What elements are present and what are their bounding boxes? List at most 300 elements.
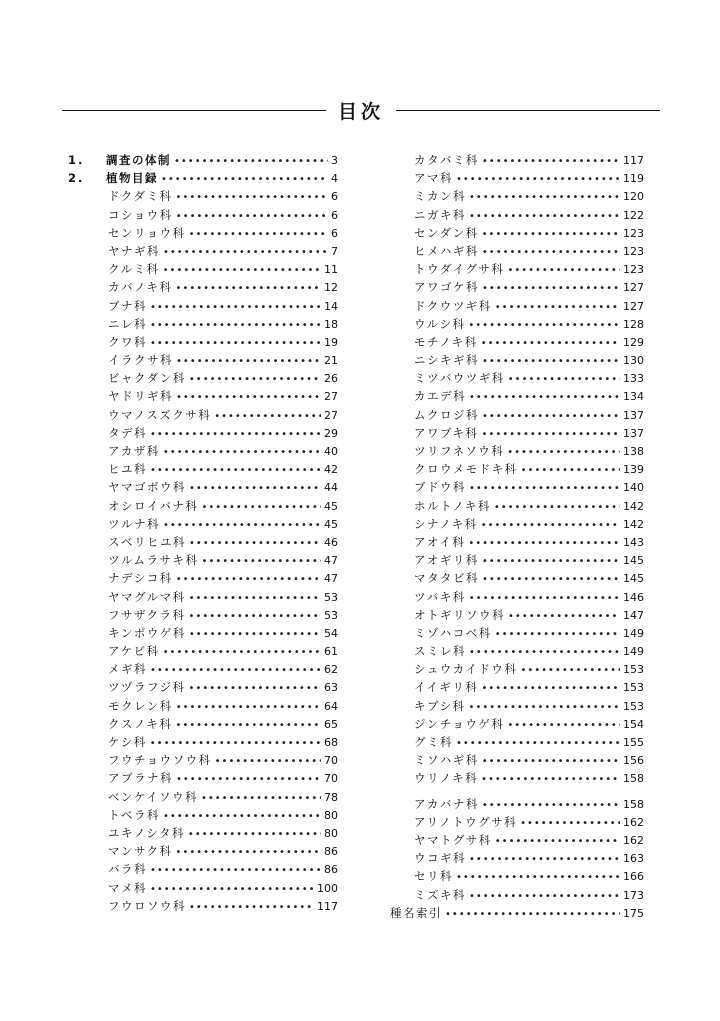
dot-leader xyxy=(469,647,620,658)
toc-entry-label: ヤマゴボウ科 xyxy=(108,480,186,495)
toc-entry-page: 123 xyxy=(623,244,644,258)
dot-leader xyxy=(481,683,620,694)
toc-entry xyxy=(68,188,338,206)
toc-entry xyxy=(68,298,338,316)
toc-entry xyxy=(390,625,644,643)
toc-entry xyxy=(390,643,644,661)
dot-leader xyxy=(176,283,321,294)
dot-leader xyxy=(176,211,328,222)
dot-leader xyxy=(202,556,321,567)
toc-entry xyxy=(68,334,338,352)
toc-entry-page: 120 xyxy=(623,190,644,204)
toc-entry-page: 130 xyxy=(623,354,644,368)
dot-leader xyxy=(456,174,620,185)
toc-entry xyxy=(68,625,338,643)
toc-entry xyxy=(390,661,644,679)
toc-entry-label: フサザクラ科 xyxy=(108,607,186,622)
dot-leader xyxy=(150,320,321,331)
toc-entry-page: 134 xyxy=(623,390,644,404)
toc-entry-page: 147 xyxy=(623,608,644,622)
toc-entry-label: クスノキ科 xyxy=(108,716,173,731)
dot-leader xyxy=(482,356,620,367)
toc-left-column xyxy=(68,152,338,916)
toc-entry-label: ブドウ科 xyxy=(414,480,466,495)
toc-entry-page: 12 xyxy=(324,281,338,295)
toc-entry-page: 158 xyxy=(623,772,644,786)
toc-entry-page: 175 xyxy=(623,906,644,920)
toc-entry xyxy=(390,152,644,170)
toc-entry xyxy=(390,298,644,316)
dot-leader xyxy=(175,720,321,731)
toc-entry xyxy=(390,388,644,406)
toc-entry xyxy=(390,752,644,770)
toc-entry-label: マメ科 xyxy=(108,880,147,895)
dot-leader xyxy=(150,302,321,313)
toc-entry xyxy=(390,607,644,625)
toc-entry-page: 70 xyxy=(324,772,338,786)
dot-leader xyxy=(469,483,620,494)
dot-leader xyxy=(163,520,321,531)
toc-entry-page: 149 xyxy=(623,645,644,659)
toc-entry-page: 26 xyxy=(324,372,338,386)
toc-entry xyxy=(390,225,644,243)
toc-entry-label: クロウメモドキ科 xyxy=(414,462,518,477)
toc-entry-label: ミツバウツギ科 xyxy=(414,371,505,386)
dot-leader xyxy=(174,156,328,167)
toc-entry xyxy=(390,516,644,534)
toc-entry-page: 78 xyxy=(324,790,338,804)
toc-entry xyxy=(390,352,644,370)
toc-entry-page: 54 xyxy=(324,626,338,640)
dot-leader xyxy=(469,593,620,604)
toc-entry-label: セリ科 xyxy=(414,869,453,884)
toc-entry xyxy=(390,770,644,788)
toc-entry xyxy=(390,796,644,814)
toc-entry xyxy=(68,152,338,170)
dot-leader xyxy=(189,683,321,694)
toc-entry-label: ウルシ科 xyxy=(414,316,466,331)
toc-entry-label: 植物目録 xyxy=(106,171,158,186)
toc-entry-page: 153 xyxy=(623,663,644,677)
toc-entry-label: 種名索引 xyxy=(390,905,442,920)
toc-entry-label: ベンケイソウ科 xyxy=(108,789,198,804)
dot-leader xyxy=(189,902,314,913)
toc-entry-page: 154 xyxy=(623,717,644,731)
dot-leader xyxy=(188,829,321,840)
dot-leader xyxy=(469,211,620,222)
toc-entry xyxy=(390,498,644,516)
toc-entry xyxy=(390,407,644,425)
toc-entry-label: ヤドリギ科 xyxy=(108,389,173,404)
toc-entry-label: モチノキ科 xyxy=(414,334,478,349)
toc-entry-page: 70 xyxy=(324,754,338,768)
toc-entry-label: アオギリ科 xyxy=(414,553,479,568)
toc-entry xyxy=(390,570,644,588)
toc-entry-page: 7 xyxy=(331,244,338,258)
toc-entry-label: ミゾハコベ科 xyxy=(414,625,492,640)
toc-entry xyxy=(68,570,338,588)
toc-entry-page: 80 xyxy=(324,826,338,840)
toc-entry-label: ムクロジ科 xyxy=(414,407,479,422)
dot-leader xyxy=(189,538,321,549)
toc-entry-page: 47 xyxy=(324,554,338,568)
toc-entry xyxy=(68,843,338,861)
toc-entry-page: 128 xyxy=(623,317,644,331)
toc-entry-label: トウダイグサ科 xyxy=(414,262,505,277)
toc-entry-page: 117 xyxy=(623,154,644,167)
toc-entry-label: ミズキ科 xyxy=(414,887,466,902)
page-title: 目次 xyxy=(338,100,385,123)
dot-leader xyxy=(482,247,620,258)
toc-entry-page: 153 xyxy=(623,699,644,713)
toc-entry-label: ヤマグルマ科 xyxy=(108,589,186,604)
dot-leader xyxy=(482,800,620,811)
dot-leader xyxy=(456,738,620,749)
toc-entry xyxy=(390,832,644,850)
toc-gap xyxy=(390,789,644,796)
toc-entry-label: カタバミ科 xyxy=(414,153,479,167)
toc-entry-page: 44 xyxy=(324,481,338,495)
toc-entry-page: 42 xyxy=(324,463,338,477)
dot-leader xyxy=(482,229,620,240)
toc-entry xyxy=(68,425,338,443)
toc-entry-label: アマ科 xyxy=(414,171,453,186)
toc-entry-label: ジンチョウゲ科 xyxy=(414,716,505,731)
toc-entry-page: 62 xyxy=(324,663,338,677)
toc-entry xyxy=(68,789,338,807)
toc-entry-label: オシロイバナ科 xyxy=(108,498,199,513)
toc-entry-label: アカザ科 xyxy=(108,444,160,458)
dot-leader xyxy=(150,429,321,440)
toc-entry-label: キブシ科 xyxy=(414,698,466,713)
toc-entry-page: 46 xyxy=(324,535,338,549)
toc-entry-label: アカバナ科 xyxy=(414,796,479,811)
toc-entry-page: 145 xyxy=(623,554,644,568)
toc-entry xyxy=(68,279,338,297)
toc-entry-page: 127 xyxy=(623,281,644,295)
dot-leader xyxy=(189,593,321,604)
toc-entry-label: ツヅラフジ科 xyxy=(108,680,186,695)
dot-leader xyxy=(507,265,620,276)
toc-entry-page: 156 xyxy=(623,754,644,768)
dot-leader xyxy=(150,738,321,749)
toc-entry-page: 127 xyxy=(623,299,644,313)
toc-entry-page: 173 xyxy=(623,888,644,902)
toc-entry-label: マンサク科 xyxy=(108,844,173,859)
toc-entry-page: 146 xyxy=(623,590,644,604)
toc-entry-page: 142 xyxy=(623,517,644,531)
toc-entry-page: 119 xyxy=(623,172,644,186)
toc-entry-label: ヒメハギ科 xyxy=(414,243,479,258)
dot-leader xyxy=(150,865,321,876)
dot-leader xyxy=(163,447,321,458)
toc-entry xyxy=(390,479,644,497)
toc-entry xyxy=(390,261,644,279)
toc-entry-label: ツルナ科 xyxy=(108,516,160,531)
toc-entry-number: 2. xyxy=(68,171,85,186)
toc-entry-page: 142 xyxy=(623,499,644,513)
toc-entry xyxy=(390,887,644,905)
dot-leader xyxy=(482,411,620,422)
toc-entry xyxy=(68,316,338,334)
dot-leader xyxy=(176,392,321,403)
toc-entry xyxy=(68,698,338,716)
toc-entry-label: ウリノキ科 xyxy=(414,771,479,786)
toc-entry xyxy=(390,814,644,832)
dot-leader xyxy=(150,338,321,349)
dot-leader xyxy=(150,884,314,895)
toc-entry-label: スベリヒユ科 xyxy=(108,534,186,549)
dot-leader xyxy=(520,818,620,829)
toc-entry-label: シナノキ科 xyxy=(414,516,478,531)
dot-leader xyxy=(507,720,620,731)
toc-entry-page: 133 xyxy=(623,372,644,386)
dot-leader xyxy=(214,411,321,422)
dot-leader xyxy=(482,756,620,767)
toc-entry-label: イラクサ科 xyxy=(108,353,173,368)
dot-leader xyxy=(508,374,620,385)
toc-entry-label: アケビ科 xyxy=(108,644,160,659)
toc-entry-label: タデ科 xyxy=(108,425,147,440)
toc-entry xyxy=(68,461,338,479)
toc-entry-label: ツリフネソウ科 xyxy=(414,444,505,458)
toc-entry-page: 86 xyxy=(324,845,338,859)
toc-entry xyxy=(68,661,338,679)
toc-entry-page: 139 xyxy=(623,463,644,477)
toc-entry xyxy=(68,679,338,697)
toc-entry xyxy=(68,752,338,770)
toc-entry-label: 調査の体制 xyxy=(106,153,171,167)
toc-entry xyxy=(390,734,644,752)
toc-entry-page: 145 xyxy=(623,572,644,586)
toc-entry xyxy=(390,552,644,570)
toc-entry-page: 155 xyxy=(623,736,644,749)
toc-entry-label: ブナ科 xyxy=(108,298,147,313)
toc-entry-page: 138 xyxy=(623,445,644,458)
toc-entry-page: 122 xyxy=(623,208,644,222)
toc-entry-label: バラ科 xyxy=(108,862,147,877)
toc-entry-label: ツバキ科 xyxy=(414,589,466,604)
dot-leader xyxy=(176,702,321,713)
toc-entry-label: ヤナギ科 xyxy=(108,243,160,258)
toc-entry-page: 68 xyxy=(324,736,338,749)
dot-leader xyxy=(163,247,328,258)
toc-entry-label: クルミ科 xyxy=(108,262,160,277)
toc-entry xyxy=(68,443,338,461)
toc-entry xyxy=(68,479,338,497)
toc-entry-page: 53 xyxy=(324,608,338,622)
dot-leader xyxy=(508,611,620,622)
dot-leader xyxy=(445,909,620,920)
toc-entry xyxy=(68,516,338,534)
toc-entry-page: 21 xyxy=(324,354,338,368)
toc-entry-page: 6 xyxy=(331,226,338,240)
dot-leader xyxy=(176,192,328,203)
toc-entry xyxy=(68,352,338,370)
toc-entry-page: 163 xyxy=(623,852,644,866)
toc-entry-label: ユキノシタ科 xyxy=(108,825,185,840)
toc-entry-label: アワブキ科 xyxy=(414,425,479,440)
toc-entry-label: ホルトノキ科 xyxy=(414,498,491,513)
toc-entry-label: アワゴケ科 xyxy=(414,280,479,295)
toc-entry xyxy=(68,261,338,279)
toc-entry xyxy=(390,850,644,868)
toc-entry xyxy=(390,279,644,297)
dot-leader xyxy=(189,374,321,385)
toc-entry-label: トベラ科 xyxy=(108,807,160,822)
toc-entry-label: カバノキ科 xyxy=(108,280,173,295)
toc-entry-page: 129 xyxy=(623,335,644,349)
dot-leader xyxy=(495,629,620,640)
toc-entry-page: 29 xyxy=(324,426,338,440)
toc-entry-label: ニシキギ科 xyxy=(414,353,479,368)
toc-entry-page: 6 xyxy=(331,208,338,222)
toc-entry-page: 11 xyxy=(324,263,338,277)
dot-leader xyxy=(468,320,620,331)
toc-entry-label: モクレン科 xyxy=(108,698,173,713)
toc-entry-label: ウマノスズクサ科 xyxy=(108,407,212,422)
toc-entry-label: ミソハギ科 xyxy=(414,753,479,768)
toc-entry-label: メギ科 xyxy=(108,662,147,677)
dot-leader xyxy=(189,229,328,240)
header-rule-right xyxy=(396,110,660,111)
toc-entry-label: ナデシコ科 xyxy=(108,571,173,586)
toc-entry-page: 45 xyxy=(324,499,338,513)
toc-entry-label: アブラナ科 xyxy=(108,771,173,786)
toc-header xyxy=(62,96,660,124)
dot-leader xyxy=(469,702,620,713)
toc-entry-label: イイギリ科 xyxy=(414,680,479,695)
toc-entry-page: 4 xyxy=(331,172,338,186)
toc-entry-page: 47 xyxy=(324,572,338,586)
toc-entry-page: 3 xyxy=(331,154,338,167)
dot-leader xyxy=(469,192,620,203)
toc-right-column xyxy=(390,152,644,923)
toc-entry xyxy=(68,607,338,625)
toc-entry xyxy=(68,734,338,752)
dot-leader xyxy=(189,629,321,640)
toc-entry-page: 100 xyxy=(317,881,338,895)
toc-entry-label: ミカン科 xyxy=(414,189,466,204)
toc-entry-page: 80 xyxy=(324,808,338,822)
toc-entry xyxy=(68,170,338,188)
toc-entry-label: キンポウゲ科 xyxy=(108,625,186,640)
toc-entry xyxy=(390,534,644,552)
dot-leader xyxy=(176,574,321,585)
toc-entry-label: フウチョウソウ科 xyxy=(108,753,212,768)
toc-entry-label: コショウ科 xyxy=(108,207,173,222)
toc-entry-label: ヤマトグサ科 xyxy=(414,832,492,847)
dot-leader xyxy=(481,520,620,531)
toc-entry xyxy=(390,716,644,734)
toc-entry-label: ニガキ科 xyxy=(414,207,466,222)
toc-entry-label: ニレ科 xyxy=(108,316,147,331)
toc-entry-page: 14 xyxy=(324,299,338,313)
toc-entry-label: ケシ科 xyxy=(108,735,147,749)
dot-leader xyxy=(481,774,620,785)
dot-leader xyxy=(469,854,620,865)
toc-entry-label: ドクウツギ科 xyxy=(414,298,492,313)
dot-leader xyxy=(507,447,620,458)
toc-entry-page: 27 xyxy=(324,408,338,422)
toc-entry-number: 1. xyxy=(68,153,85,167)
dot-leader xyxy=(163,647,321,658)
toc-entry xyxy=(68,825,338,843)
dot-leader xyxy=(520,665,620,676)
toc-entry-page: 65 xyxy=(324,717,338,731)
dot-leader xyxy=(201,793,321,804)
toc-entry-page: 6 xyxy=(331,190,338,204)
dot-leader xyxy=(189,483,321,494)
toc-entry-label: カエデ科 xyxy=(414,389,466,404)
toc-entry-label: センリョウ科 xyxy=(108,225,186,240)
dot-leader xyxy=(482,429,620,440)
toc-entry xyxy=(68,861,338,879)
toc-entry-page: 64 xyxy=(324,699,338,713)
toc-entry-label: マタタビ科 xyxy=(414,571,479,586)
toc-entry xyxy=(68,388,338,406)
toc-entry xyxy=(68,225,338,243)
toc-entry-page: 40 xyxy=(324,445,338,458)
dot-leader xyxy=(163,811,321,822)
toc-entry xyxy=(390,461,644,479)
toc-entry-page: 162 xyxy=(623,833,644,847)
toc-entry xyxy=(390,589,644,607)
toc-entry xyxy=(390,905,644,923)
toc-entry-page: 162 xyxy=(623,815,644,829)
toc-entry xyxy=(68,716,338,734)
toc-entry-label: ツルムラサキ科 xyxy=(108,553,199,568)
dot-leader xyxy=(495,302,620,313)
toc-entry xyxy=(68,243,338,261)
dot-leader xyxy=(215,756,321,767)
toc-entry xyxy=(68,643,338,661)
toc-entry-page: 137 xyxy=(623,426,644,440)
toc-entry-page: 143 xyxy=(623,535,644,549)
toc-entry xyxy=(390,243,644,261)
dot-leader xyxy=(176,774,321,785)
dot-leader xyxy=(468,538,620,549)
dot-leader xyxy=(176,847,321,858)
toc-entry-label: ビャクダン科 xyxy=(108,371,186,386)
toc-entry-label: ウコギ科 xyxy=(414,851,466,866)
toc-entry xyxy=(68,589,338,607)
dot-leader xyxy=(482,283,620,294)
toc-entry xyxy=(68,898,338,916)
dot-leader xyxy=(469,392,620,403)
dot-leader xyxy=(150,465,321,476)
dot-leader xyxy=(482,156,620,167)
toc-entry-page: 63 xyxy=(324,681,338,695)
dot-leader xyxy=(163,265,321,276)
toc-entry-label: グミ科 xyxy=(414,735,453,749)
toc-entry-page: 19 xyxy=(324,335,338,349)
dot-leader xyxy=(201,502,321,513)
toc-entry-page: 123 xyxy=(623,263,644,277)
dot-leader xyxy=(482,556,620,567)
toc-entry xyxy=(68,770,338,788)
toc-entry-page: 27 xyxy=(324,390,338,404)
toc-entry xyxy=(68,534,338,552)
toc-entry xyxy=(390,334,644,352)
toc-entry-page: 18 xyxy=(324,317,338,331)
toc-entry-page: 153 xyxy=(623,681,644,695)
toc-entry xyxy=(390,425,644,443)
toc-entry xyxy=(68,880,338,898)
toc-entry xyxy=(390,370,644,388)
toc-entry-label: アオイ科 xyxy=(414,534,466,549)
toc-entry-label: クワ科 xyxy=(108,334,147,349)
